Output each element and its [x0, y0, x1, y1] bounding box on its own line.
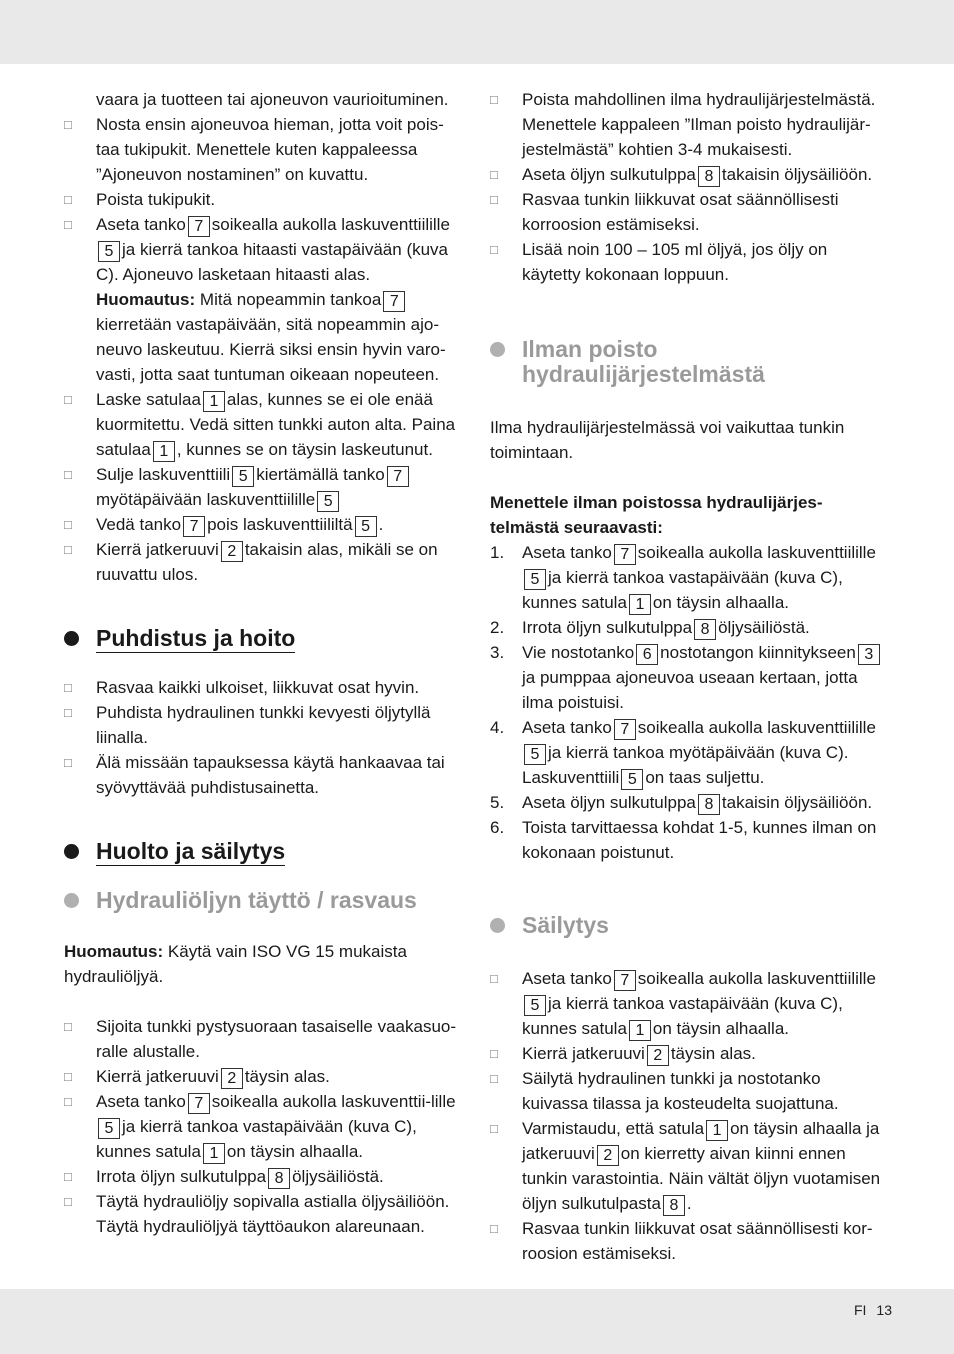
text: Lisää noin 100 – 105 ml öljyä, jos öljy on käytetty kokonaan loppuun. [522, 240, 828, 284]
ref-box: 5 [621, 769, 643, 790]
bullet-icon: □ [64, 1019, 72, 1034]
text: täysin alas. [244, 1067, 330, 1086]
page-number: 13 [876, 1302, 892, 1318]
list-item [64, 1014, 464, 1064]
ref-box: 7 [387, 466, 409, 487]
text: öljysäiliöstä. [292, 1167, 384, 1186]
ref-box: 2 [221, 1068, 243, 1089]
ref-box: 8 [698, 166, 720, 187]
step-item [490, 540, 890, 615]
ref-box: 1 [203, 391, 225, 412]
text: Puhdista hydraulinen tunkki kevyesti öljytyllä liinalla. [96, 703, 431, 747]
text: ja kierrä tankoa myötäpäivään (kuva C). Laskuventtiili [522, 743, 849, 787]
list-item [490, 162, 890, 187]
bullet-icon: □ [490, 971, 498, 986]
list-item [490, 237, 890, 287]
ref-box: 7 [188, 216, 210, 237]
text: Irrota öljyn sulkutulppa [522, 618, 693, 637]
bullet-icon: □ [490, 242, 498, 257]
bullet-icon: □ [490, 1121, 498, 1136]
text: Vie nostotanko [522, 643, 635, 662]
step-item [490, 815, 890, 865]
text: Toista tarvittaessa kohdat 1-5, kunnes ilman on kokonaan poistunut. [522, 818, 877, 862]
text: Aseta öljyn sulkutulppa [522, 793, 696, 812]
list-item [64, 112, 464, 187]
ref-box: 7 [614, 544, 636, 565]
text: ja kierrä tankoa vastapäivään (kuva C), kunnes satula [522, 994, 843, 1038]
heading-bullet-icon [490, 918, 505, 933]
bullet-icon: □ [64, 1069, 72, 1084]
intro-text [490, 415, 890, 465]
left-column [64, 87, 464, 1239]
steps-heading [490, 490, 890, 540]
text: . [378, 515, 384, 534]
ref-box: 1 [153, 441, 175, 462]
text: Nosta ensin ajoneuvoa hieman, jotta voit pois-taa tukipukit. Menettele kuten kappaleessa ”Ajoneuvon nostaminen” on kuvattu. [96, 115, 444, 184]
text: soikealla aukolla laskuventtiilille [637, 543, 876, 562]
text: ja kierrä tankoa hitaasti vastapäivään (kuva C). Ajoneuvo lasketaan hitaasti alas. [96, 240, 449, 284]
step-item [490, 615, 890, 640]
bullet-icon: □ [64, 1194, 72, 1209]
text: on täysin alhaalla. [226, 1142, 363, 1161]
text: takaisin öljysäiliöön. [721, 165, 873, 184]
text: soikealla aukolla laskuventtiilille [637, 969, 876, 988]
bullet-icon: □ [64, 1169, 72, 1184]
text: Kierrä jatkeruuvi [96, 1067, 219, 1086]
list-item [490, 187, 890, 237]
bullet-icon: □ [490, 92, 498, 107]
list-item [64, 187, 464, 212]
list-item [490, 1041, 890, 1066]
bullet-icon: □ [64, 192, 72, 207]
text: Rasvaa tunkin liikkuvat osat säännöllisesti korroosion estämiseksi. [522, 190, 839, 234]
list-item [490, 1216, 890, 1266]
bullet-icon: □ [64, 755, 72, 770]
ref-box: 5 [317, 491, 339, 512]
text: nostotangon kiinnitykseen [660, 643, 856, 662]
header-band [0, 0, 954, 64]
ref-box: 3 [858, 644, 880, 665]
ref-box: 5 [524, 569, 546, 590]
text: Varmistaudu, että satula [522, 1119, 705, 1138]
text: takaisin alas, mikäli se on ruuvattu ulos. [96, 540, 438, 584]
ref-box: 8 [694, 619, 716, 640]
step-number: 5. [490, 793, 505, 812]
ref-box: 5 [524, 744, 546, 765]
text: Kierrä jatkeruuvi [96, 540, 219, 559]
text: täysin alas. [670, 1044, 756, 1063]
text: Poista mahdollinen ilma hydraulijärjestelmästä. Menettele kappaleen ”Ilman poisto hydraulijär-jestelmästä” kohtien 3-4 mukaisesti. [522, 90, 876, 159]
page-footer [844, 1298, 892, 1323]
bullet-icon: □ [64, 705, 72, 720]
text: Säilytä hydraulinen tunkki ja nostotanko kuivassa tilassa ja kosteudelta suojattuna. [522, 1069, 839, 1113]
text: , kunnes se on täysin laskeutunut. [176, 440, 433, 459]
ref-box: 7 [614, 719, 636, 740]
text: Sulje laskuventtiili [96, 465, 231, 484]
text: Täytä hydrauliöljy sopivalla astialla öljysäiliöön. Täytä hydrauliöljyä täyttöaukon alareunaan. [96, 1192, 450, 1236]
language-code: FI [853, 1302, 867, 1318]
text: Aseta tanko [522, 969, 612, 988]
bullet-icon: □ [64, 680, 72, 695]
bullet-icon: □ [490, 1046, 498, 1061]
ref-box: 6 [636, 644, 658, 665]
bullet-icon: □ [64, 117, 72, 132]
subsection-heading-hydrauli [64, 888, 464, 913]
ref-box: 7 [614, 970, 636, 991]
ref-box: 1 [629, 594, 651, 615]
note-label: Huomautus: [96, 290, 196, 309]
ref-box: 5 [355, 516, 377, 537]
text: ja pumppaa ajoneuvoa useaan kertaan, jotta ilma poistuisi. [522, 668, 858, 712]
text: Vedä tanko [96, 515, 182, 534]
ref-box: 5 [524, 995, 546, 1016]
list-item [490, 966, 890, 1041]
right-column [490, 87, 890, 1266]
bullet-icon: □ [490, 192, 498, 207]
footer-band [0, 1289, 954, 1354]
step-number: 4. [490, 718, 505, 737]
list-item [64, 512, 464, 537]
bullet-icon: □ [64, 1094, 72, 1109]
bullet-icon: □ [64, 467, 72, 482]
list-item [64, 1064, 464, 1089]
ref-box: 8 [663, 1195, 685, 1216]
list-item [64, 1164, 464, 1189]
text: vaara ja tuotteen tai ajoneuvon vaurioituminen. [96, 90, 449, 109]
text: Kierrä jatkeruuvi [522, 1044, 645, 1063]
heading-text: Säilytys [522, 912, 609, 938]
text: myötäpäivään laskuventtiilille [96, 490, 316, 509]
bullet-icon: □ [64, 392, 72, 407]
heading-text: Huolto ja säilytys [96, 838, 286, 864]
heading-bullet-icon [64, 844, 79, 859]
ref-box: 7 [188, 1093, 210, 1114]
ref-box: 7 [183, 516, 205, 537]
text: on täysin alhaalla. [652, 593, 789, 612]
step-number: 2. [490, 618, 505, 637]
list-item [490, 1066, 890, 1116]
step-item [490, 715, 890, 790]
list-item [64, 387, 464, 462]
ref-box: 5 [98, 241, 120, 262]
list-item [64, 1189, 464, 1239]
list-item [64, 750, 464, 800]
ref-box: 5 [98, 1118, 120, 1139]
step-number: 6. [490, 818, 505, 837]
text: . [686, 1194, 692, 1213]
section-heading-puhdistus [64, 623, 464, 653]
ref-box: 1 [629, 1020, 651, 1041]
heading-text: Ilman poisto hydraulijärjestelmästä [522, 336, 765, 387]
text: alas, kunnes se ei ole enää kuormitettu. Vedä sitten tunkki auton alta. Paina satulaa [96, 390, 456, 459]
list-item [64, 462, 464, 512]
list-item [64, 700, 464, 750]
ref-box: 1 [706, 1120, 728, 1141]
text: on täysin alhaalla ja jatkeruuvi [522, 1119, 880, 1163]
text: Rasvaa kaikki ulkoiset, liikkuvat osat hyvin. [96, 678, 420, 697]
text: Aseta öljyn sulkutulppa [522, 165, 696, 184]
ref-box: 2 [597, 1145, 619, 1166]
heading-bullet-icon [490, 342, 505, 357]
text: soikealla aukolla laskuventtiilille [211, 215, 450, 234]
text: Aseta tanko [522, 543, 612, 562]
text: soikealla aukolla laskuventtiilille [637, 718, 876, 737]
ref-box: 2 [221, 541, 243, 562]
heading-text: Hydrauliöljyn täyttö / rasvaus [96, 887, 417, 913]
text: Käytä vain ISO VG 15 mukaista hydrauliöljyä. [64, 942, 407, 986]
list-item [64, 212, 464, 287]
text: Aseta tanko [96, 1092, 186, 1111]
text: Rasvaa tunkin liikkuvat osat säännöllisesti kor-roosion estämiseksi. [522, 1219, 873, 1263]
subsection-heading-sailytys [490, 913, 890, 938]
list-item [64, 537, 464, 587]
text: Laske satulaa [96, 390, 201, 409]
text: Sijoita tunkki pystysuoraan tasaiselle vaakasuo-ralle alustalle. [96, 1017, 457, 1061]
text: on täysin alhaalla. [652, 1019, 789, 1038]
ref-box: 7 [383, 291, 405, 312]
bullet-icon: □ [490, 1221, 498, 1236]
list-item [490, 87, 890, 162]
bullet-icon: □ [64, 517, 72, 532]
list-item [64, 1089, 464, 1164]
note [64, 939, 464, 989]
ref-box: 8 [268, 1168, 290, 1189]
step-number: 1. [490, 543, 505, 562]
text: ja kierrä tankoa vastapäivään (kuva C), kunnes satula [522, 568, 843, 612]
list-item [64, 675, 464, 700]
text: Poista tukipukit. [96, 190, 216, 209]
subsection-heading-ilman-poisto [490, 337, 890, 387]
heading-bullet-icon [64, 631, 79, 646]
bullet-icon: □ [490, 167, 498, 182]
text: on kierretty aivan kiinni ennen tunkin varastointia. Näin vältät öljyn vuotamisen öljyn sulkutulpasta [522, 1144, 881, 1213]
text: Älä missään tapauksessa käytä hankaavaa tai syövyttävää puhdistusainetta. [96, 753, 445, 797]
text: öljysäiliöstä. [718, 618, 810, 637]
ref-box: 1 [203, 1143, 225, 1164]
step-item [490, 790, 890, 815]
text: kiertämällä tanko [256, 465, 385, 484]
list-item [64, 87, 464, 112]
text: kierretään vastapäivään, sitä nopeammin ajo-neuvo laskeutuu. Kierrä siksi ensin hyvin varo-vasti, jotta saat tuntuman oikeaan nopeuteen. [96, 315, 446, 384]
text: Aseta tanko [96, 215, 186, 234]
section-heading-huolto [64, 836, 464, 866]
note-label: Huomautus: [64, 942, 164, 961]
ref-box: 5 [232, 466, 254, 487]
heading-text: Puhdistus ja hoito [96, 625, 296, 651]
step-number: 3. [490, 643, 505, 662]
text: on taas suljettu. [645, 768, 765, 787]
text: pois laskuventtiililtä [207, 515, 353, 534]
note [64, 287, 464, 387]
text: Aseta tanko [522, 718, 612, 737]
bullet-icon: □ [64, 542, 72, 557]
text: Menettele ilman poistossa hydraulijärjes-telmästä seuraavasti: [490, 493, 823, 537]
list-item [490, 1116, 890, 1216]
ref-box: 8 [698, 794, 720, 815]
ref-box: 2 [647, 1045, 669, 1066]
text: ja kierrä tankoa vastapäivään (kuva C), kunnes satula [96, 1117, 417, 1161]
bullet-icon: □ [64, 217, 72, 232]
bullet-icon: □ [490, 1071, 498, 1086]
text: Ilma hydraulijärjestelmässä voi vaikuttaa tunkin toimintaan. [490, 418, 845, 462]
text: soikealla aukolla laskuventtii-lille [211, 1092, 456, 1111]
text: Mitä nopeammin tankoa [199, 290, 382, 309]
heading-bullet-icon [64, 893, 79, 908]
step-item [490, 640, 890, 715]
text: takaisin öljysäiliöön. [721, 793, 873, 812]
text: Irrota öljyn sulkutulppa [96, 1167, 267, 1186]
